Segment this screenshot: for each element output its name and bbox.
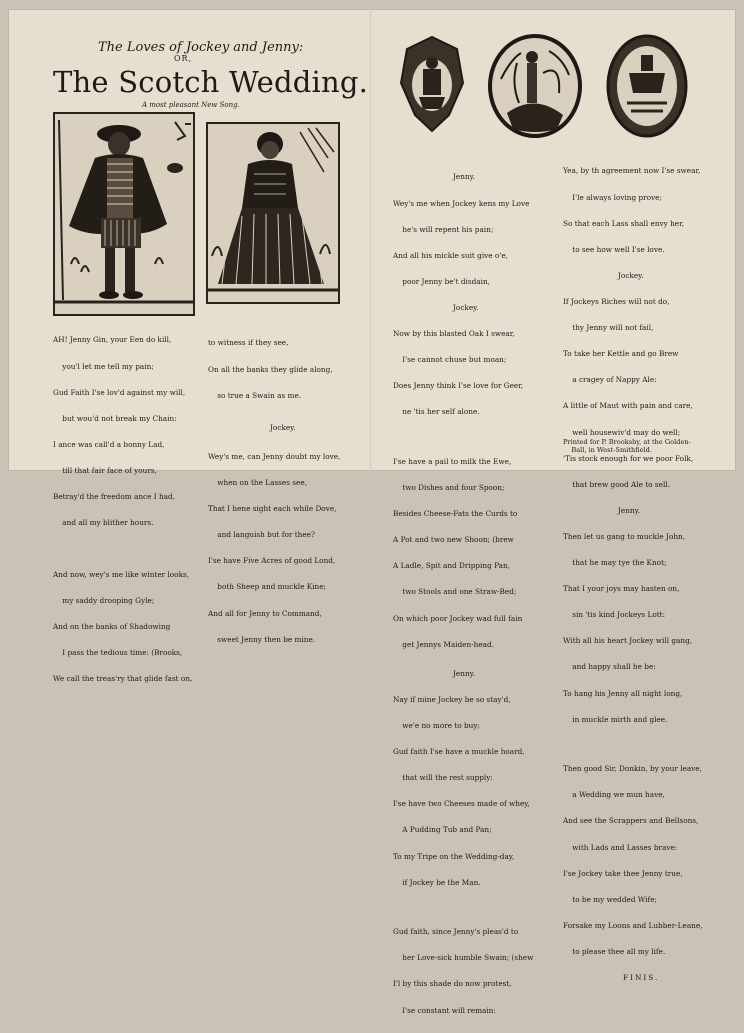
title-main: The Scotch Wedding. [53,65,369,99]
verse-line: I'se have a pail to milk the Ewe, [393,456,512,466]
verse-line [393,905,533,911]
subtitle: A most pleasant New Song. [142,101,240,109]
jenny-figure-icon [208,124,338,302]
finis: FINIS. [623,973,660,983]
verse-line: you'l let me tell my pain; [53,361,154,371]
verse-line: If Jockeys Riches will not do, [563,296,670,306]
verse-line: well housewiv'd may do well; [563,427,681,437]
verse-line: and languish but for thee? [208,530,315,540]
speaker-heading: Jenny. [453,668,476,678]
verse-line: So that each Lass shall envy her, [563,218,685,228]
verse-line: I'se have two Cheeses made of whey, [393,799,530,809]
verse-line: Does Jenny think I'se love for Geer, [393,381,524,391]
right-page [383,9,736,1015]
verse-line: if Jockey be the Man. [393,877,481,887]
verse-line: her Love-sick humble Swain; (shew [393,953,534,963]
jockey-figure-icon [55,114,193,314]
speaker-heading: Jockey. [618,270,644,280]
verse-line: Gud faith I'se have a muckle hoard, [393,747,525,757]
verse-line: thy Jenny will not fail, [563,323,654,333]
verse-line [393,435,533,441]
verse-line: to be my wedded Wife; [563,894,657,904]
verse-line: that will the rest supply: [393,773,493,783]
speaker-heading: Jockey. [453,302,479,312]
verse-line: Betray'd the freedom ance I had, [53,492,175,502]
verse-line: Wey's me, can Jenny doubt my love, [208,451,341,461]
verse-line: And on the banks of Shadowing [53,621,171,631]
title-or: OR, [174,54,193,63]
verse-line [563,742,703,748]
verse-line: poor Jenny be't disdain, [393,276,490,286]
verse-line: To hang his Jenny all night long, [563,688,683,698]
verse-line: I'se have Five Acres of good Lond, [208,556,336,566]
verse-line: I'se cannot chuse but moan; [393,355,507,365]
verse-line: A Ladle, Spit and Dripping Pan, [393,561,511,571]
printer-imprint: Printed for P. Brooksby, at the Golden- Ball, in West-Smithfield. [563,438,691,455]
verse-line: get Jennys Maiden-head. [393,639,495,649]
left-page [8,9,378,684]
verse-line: On which poor Jockey wad full fain [393,613,523,623]
verse-line: I'l by this shade do now protest, [393,979,512,989]
speaker-heading: Jockey. [270,422,296,432]
verse-line: when on the Lasses see, [208,477,308,487]
verse-line: Nay if mine Jockey be so stay'd, [393,694,511,704]
verse-line: and happy shall he be: [563,662,656,672]
right-verse-col-1 [393,156,533,1033]
verse-line: I'se Jockey take thee Jenny true, [563,868,683,878]
verse-line: I ance was call'd a bonny Lad, [53,439,165,449]
verse-line: To my Tripe on the Wedding-day, [393,851,515,861]
verse-line: to witness if they see, [208,338,289,348]
verse-line: a cragey of Nappy Ale: [563,375,657,385]
verse-line: in muckle mirth and glee. [563,714,668,724]
verse-line: And all his mickle suit give o'e, [393,250,508,260]
verse-line: and all my blither hours. [53,518,154,528]
verse-line: Now by this blasted Oak I swear, [393,329,515,339]
verse-line: A little of Maut with pain and care, [563,401,693,411]
verse-line: Then let us gang to muckle John, [563,531,686,541]
verse-line: Gud Faith I'se lov'd against my will, [53,387,186,397]
verse-line: To take her Kettle and go Brew [563,349,679,359]
verse-line [53,545,192,553]
verse-line: so true a Swain as me. [208,390,302,400]
verse-line: On all the banks they glide along, [208,364,333,374]
left-verse-col-1 [53,319,192,701]
verse-line: my saddy drooping Gyle; [53,595,155,605]
verse-line: We call the treas'ry that glide fast on, [53,674,193,684]
verse-line: till that fair face of yours, [53,465,157,475]
woodcut-roundel-seal [605,33,689,139]
verse-line: I'le always loving prove; [563,192,662,202]
verse-line: two Stools and one Straw-Bed; [393,587,517,597]
speaker-heading: Jenny. [453,172,476,182]
woodcut-roundel-archer [487,33,583,139]
verse-line: Besides Cheese-Fats the Curds to [393,509,518,519]
verse-line: but wou'd not break my Chain: [53,413,177,423]
verse-line: AH! Jenny Gin, your Een do kill, [53,335,172,345]
verse-line: Yea, by th agreement now I'se swear, [563,166,701,176]
verse-line: with Lads and Lasses brave: [563,842,678,852]
broadside-sheet [8,9,736,1015]
speaker-heading: Jenny. [618,505,641,515]
verse-line: he's will repent his pain; [393,224,494,234]
verse-line: A Pot and two new Shoon; (brew [393,535,514,545]
verse-line: that brew good Ale to sell. [563,479,670,489]
verse-line: And see the Scrappers and Bellsons, [563,816,699,826]
right-verse-col-2 [563,150,703,1000]
title-line-1: The Loves of Jockey and Jenny: [98,40,304,55]
seal-roundel-icon [605,33,689,139]
verse-line: both Sheep and muckle Kine; [208,582,327,592]
verse-line: And now, wey's me like winter looks, [53,569,190,579]
woodcut-jockey [53,112,195,316]
woodcut-crest [397,35,467,133]
verse-line: to please thee all my life. [563,946,666,956]
verse-line: two Dishes and four Spoon; [393,483,505,493]
verse-line: 'Tis stock enough for we poor Folk, [563,453,694,463]
verse-line: I pass the tedious time: (Brooks, [53,648,183,658]
verse-line: Forsake my Loons and Lubber-Leane, [563,920,703,930]
woodcut-jenny [206,122,340,304]
archer-roundel-icon [487,33,583,139]
verse-line: I'se constant will remain: [393,1005,496,1015]
verse-line: sin 'tis kind Jockeys Lott: [563,610,666,620]
verse-line: a Wedding we mun have, [563,790,665,800]
verse-line: sweet Jenny then be mine. [208,634,316,644]
verse-line: Gud faith, since Jenny's pleas'd to [393,927,519,937]
verse-line: With all his heart Jockey will gang, [563,636,693,646]
verse-line: that he may tye the Knot; [563,558,667,568]
verse-line: we'e no more to buy; [393,721,480,730]
verse-line: A Pudding Tub and Pan; [393,825,492,835]
verse-line: And all for Jenny to Command, [208,608,322,618]
verse-line: Wey's me when Jockey kens my Love [393,198,530,208]
verse-line: That I your joys may hasten on, [563,584,680,594]
left-verse-col-2 [208,322,340,662]
verse-line: Then good Sir, Donkin, by your leave, [563,764,702,774]
verse-line: to see how well I'se love. [563,244,665,254]
verse-line: That I hene sight each while Dove, [208,504,337,514]
verse-line: ne 'tis her self alone. [393,407,480,417]
crest-icon [397,35,467,133]
